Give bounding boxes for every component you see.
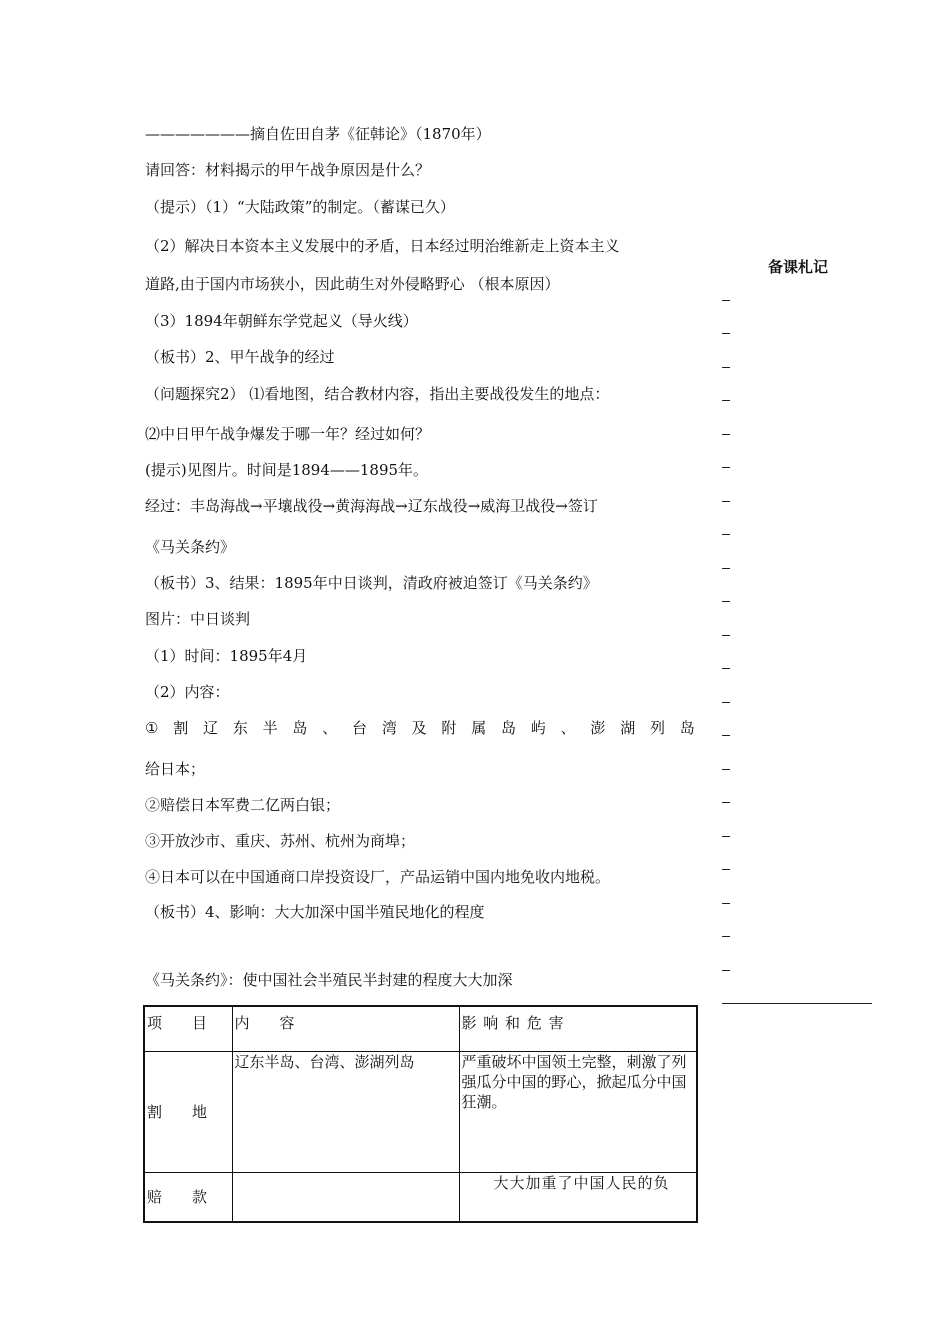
question-text: ⑵中日甲午战争爆发于哪一年？经过如何？ [145,425,431,443]
note-line [722,668,730,669]
row-content [232,1173,459,1223]
header-content: 内 容 [232,1006,459,1052]
note-line [722,333,730,334]
note-line [722,434,730,435]
treaty-clause: ④日本可以在中国通商口岸投资设厂，产品运销中国内地免收内地税。 [145,868,611,886]
note-line [722,735,730,736]
process-line: 《马关条约》 [145,538,236,556]
question-text: 请回答：材料揭示的甲午战争原因是什么？ [145,161,431,179]
note-line [722,769,730,770]
header-impact: 影 响 和 危 害 [459,1006,697,1052]
row-content: 辽东半岛、台湾、澎湖列岛 [232,1052,459,1173]
question-text: （问题探究2） ⑴看地图，结合教材内容，指出主要战役发生的地点： [145,385,610,403]
note-line [722,869,730,870]
hint-line: （提示）（1）“大陆政策”的制定。（蓄谋已久） [145,198,455,216]
picture-caption: 图片：中日谈判 [145,610,251,628]
board-heading: （板书）4、影响：大大加深中国半殖民地化的程度 [145,903,485,921]
note-line [722,903,730,904]
note-line [722,970,730,971]
treaty-table [143,1005,698,1223]
treaty-clause: ②赔偿日本军费二亿两白银； [145,796,341,814]
table-row [144,1052,697,1173]
process-line: 经过：丰岛海战→平壤战役→黄海海战→辽东战役→威海卫战役→签订 [145,497,598,515]
cause-line: （2）解决日本资本主义发展中的矛盾，日本经过明治维新走上资本主义 [145,237,620,255]
note-line [722,802,730,803]
note-line [722,568,730,569]
note-line [722,836,730,837]
note-line [722,501,730,502]
cause-line: （3）1894年朝鲜东学党起义（导火线） [145,312,418,330]
treaty-clause: ① 割 辽 东 半 岛 、 台 湾 及 附 属 岛 屿 、 澎 湖 列 岛 [145,719,695,737]
note-line [722,300,730,301]
table-header-row [144,1006,697,1052]
header-item: 项 目 [144,1006,232,1052]
treaty-clause: 给日本； [145,760,206,778]
treaty-clause: ③开放沙市、重庆、苏州、杭州为商埠； [145,832,416,850]
note-line [722,367,730,368]
hint-line: (提示)见图片。时间是1894——1895年。 [145,461,429,479]
source-citation: ———————摘自佐田自茅《征韩论》（1870年） [145,125,491,143]
row-impact: 严重破坏中国领土完整，刺激了列强瓜分中国的野心，掀起瓜分中国狂潮。 [459,1052,697,1173]
summary-line: 《马关条约》：使中国社会半殖民半封建的程度大大加深 [145,971,513,989]
note-line [722,702,730,703]
sidebar-divider [722,1003,872,1004]
note-line [722,467,730,468]
note-line [722,936,730,937]
row-item: 赔 款 [144,1173,232,1223]
notes-sidebar-title: 备课札记 [768,258,829,276]
board-heading: （板书）2、甲午战争的经过 [145,348,335,366]
treaty-content-label: （2）内容： [145,683,230,701]
row-item: 割 地 [144,1052,232,1173]
board-heading: （板书）3、结果：1895年中日谈判，清政府被迫签订《马关条约》 [145,574,598,592]
table-row [144,1173,697,1223]
note-line [722,534,730,535]
cause-line: 道路,由于国内市场狭小，因此萌生对外侵略野心 （根本原因） [145,275,560,293]
note-line [722,635,730,636]
note-line [722,601,730,602]
row-impact: 大大加重了中国人民的负 [459,1173,697,1223]
treaty-time: （1）时间：1895年4月 [145,647,308,665]
note-line [722,400,730,401]
